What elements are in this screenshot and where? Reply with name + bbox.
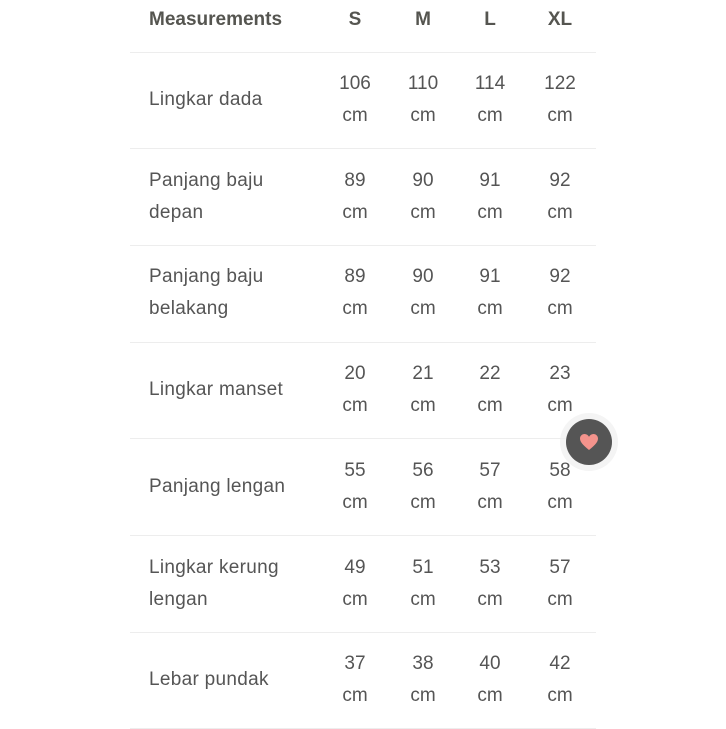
measurement-value <box>325 165 385 229</box>
value-number: 56 <box>412 459 434 481</box>
value-unit: cm <box>342 298 368 320</box>
header-size-l: L <box>484 9 496 30</box>
value-number: 57 <box>479 459 501 481</box>
value-number: 89 <box>344 266 366 288</box>
table-header <box>130 0 596 53</box>
measurement-value <box>530 648 590 712</box>
value-unit: cm <box>342 491 368 513</box>
value-number: 91 <box>479 169 501 191</box>
measurement-value <box>530 261 590 325</box>
measurement-value <box>393 648 453 712</box>
value-number: 20 <box>344 363 366 385</box>
value-number: 92 <box>549 266 571 288</box>
measurement-value <box>325 552 385 616</box>
value-unit: cm <box>410 685 436 707</box>
value-number: 42 <box>549 653 571 675</box>
value-unit: cm <box>342 588 368 610</box>
value-unit: cm <box>547 395 573 417</box>
table-row <box>130 343 596 439</box>
measurement-value <box>530 358 590 422</box>
value-unit: cm <box>410 588 436 610</box>
value-unit: cm <box>547 298 573 320</box>
value-unit: cm <box>477 298 503 320</box>
value-unit: cm <box>477 201 503 223</box>
measurement-value <box>460 358 520 422</box>
value-unit: cm <box>547 685 573 707</box>
measurement-value <box>460 261 520 325</box>
value-number: 92 <box>549 169 571 191</box>
value-unit: cm <box>410 395 436 417</box>
measurement-name: Lingkar manset <box>149 379 284 401</box>
table-row <box>130 246 596 342</box>
header-size-s: S <box>348 9 362 30</box>
value-number: 110 <box>407 73 439 94</box>
measurement-value <box>325 68 385 132</box>
measurement-value <box>460 165 520 229</box>
value-unit: cm <box>547 491 573 513</box>
value-number: 106 <box>339 73 371 94</box>
value-unit: cm <box>547 201 573 223</box>
value-unit: cm <box>547 588 573 610</box>
measurement-value <box>325 261 385 325</box>
value-number: 55 <box>344 459 366 481</box>
measurement-value <box>393 165 453 229</box>
value-number: 57 <box>549 556 571 578</box>
measurement-value <box>530 455 590 519</box>
value-number: 22 <box>479 363 501 385</box>
value-unit: cm <box>342 105 368 126</box>
value-number: 114 <box>474 73 506 94</box>
value-number: 49 <box>344 556 366 578</box>
value-number: 58 <box>549 459 571 481</box>
measurement-name: Lingkar dada <box>149 89 263 110</box>
header-size-m: M <box>415 9 431 30</box>
measurement-name: Lebar pundak <box>149 669 269 691</box>
value-number: 90 <box>412 169 434 191</box>
measurement-value <box>393 261 453 325</box>
measurement-value <box>325 648 385 712</box>
value-number: 23 <box>549 363 571 385</box>
measurement-name: Lingkar kerung lengan <box>149 556 279 610</box>
value-number: 37 <box>344 653 366 675</box>
value-number: 122 <box>544 73 576 94</box>
value-number: 91 <box>479 266 501 288</box>
measurement-value <box>530 552 590 616</box>
table-row <box>130 633 596 729</box>
measurement-value <box>393 68 453 132</box>
measurement-value <box>393 455 453 519</box>
table-row <box>130 537 596 633</box>
header-measurements: Measurements <box>149 9 283 30</box>
table-row <box>130 150 596 246</box>
value-unit: cm <box>410 201 436 223</box>
measurement-name: Panjang baju belakang <box>149 266 264 320</box>
table-row <box>130 440 596 536</box>
value-unit: cm <box>477 685 503 707</box>
measurement-value <box>393 358 453 422</box>
measurement-value <box>460 552 520 616</box>
value-number: 21 <box>412 363 434 385</box>
value-unit: cm <box>547 105 573 126</box>
value-unit: cm <box>477 588 503 610</box>
measurement-value <box>460 648 520 712</box>
measurement-name: Panjang baju depan <box>149 169 264 223</box>
measurement-value <box>325 455 385 519</box>
measurement-value <box>460 68 520 132</box>
value-number: 89 <box>344 169 366 191</box>
value-unit: cm <box>410 298 436 320</box>
table-row <box>130 53 596 149</box>
value-unit: cm <box>410 491 436 513</box>
value-unit: cm <box>477 491 503 513</box>
value-unit: cm <box>342 395 368 417</box>
value-number: 90 <box>412 266 434 288</box>
value-number: 51 <box>412 556 434 578</box>
value-unit: cm <box>477 105 503 126</box>
value-number: 40 <box>479 653 501 675</box>
measurement-value <box>530 165 590 229</box>
measurement-value <box>530 68 590 132</box>
value-unit: cm <box>342 201 368 223</box>
value-number: 38 <box>412 653 434 675</box>
wishlist-button[interactable] <box>566 419 612 465</box>
header-size-xl: XL <box>547 9 573 30</box>
measurement-value <box>393 552 453 616</box>
value-number: 53 <box>479 556 501 578</box>
value-unit: cm <box>410 105 436 126</box>
heart-icon <box>579 433 599 451</box>
measurement-name: Panjang lengan <box>149 475 286 497</box>
measurement-value <box>325 358 385 422</box>
value-unit: cm <box>342 685 368 707</box>
measurement-value <box>460 455 520 519</box>
value-unit: cm <box>477 395 503 417</box>
